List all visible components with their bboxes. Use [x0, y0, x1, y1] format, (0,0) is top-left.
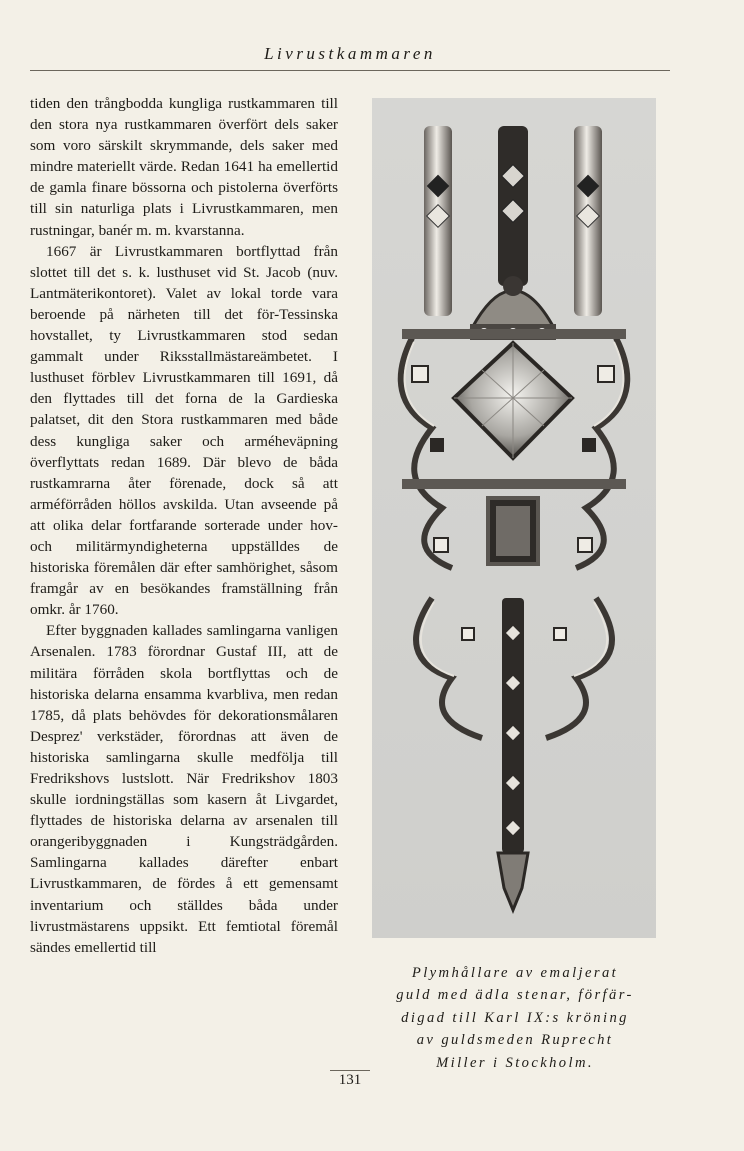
figure-caption — [364, 962, 666, 1074]
stone-face — [496, 506, 530, 556]
body-text-column — [30, 93, 338, 958]
running-title: Livrustkammaren — [264, 44, 436, 63]
caption-line: Plymhållare av emaljerat — [411, 965, 619, 981]
header-rule — [30, 70, 670, 71]
caption-line: Miller i Stockholm. — [436, 1054, 594, 1071]
caption-line: digad till Karl IX:s kröning — [401, 1009, 629, 1026]
plume-holder-photo — [372, 98, 656, 938]
page-number: 131 — [338, 1072, 362, 1088]
plume-holder-illustration — [372, 98, 656, 938]
body-paragraph-1: tiden den trångbodda kungliga rustkammaren till den stora nya rustkammaren överfört dels saker som voro särskilt skrymmande, dels saker med mindre materiellt värde. Redan 1641 ha emellertid de gamla finare bössorna och pistolerna överförts till sin naturliga plats i Livrustkammaren, men rustningar, banér m. m. kvarstanna. — [30, 95, 338, 239]
caption-line: av guldsmeden Ruprecht — [416, 1032, 614, 1049]
body-paragraph-2: 1667 är Livrustkammaren bortflyttad från slottet till det s. k. lusthuset vid St. Jacob (nuv. Lantmäterikontoret). Valet av lokal torde vara beroende på närheten till det för-Tessinska hovstallet, ty Livrustkammaren stod sedan gammalt under Riksstallmästareämbetet. I lusthuset förblev Livrustkammaren till 1691, då den flyttades till det forna de la Gardieska palatset, dit den Stora rustkammaren med både dess kungliga saker och arméheväpning överflyttats redan 1689. Där blevo de båda rustkamrarna åter förenade, dock så att arméförråden höllos avskilda. Utan avseende på att olika delar fortfarande sorterade under hov- och militärmyndigheterna uppställdes de historiska föremålen där efter samhörighet, såsom framgår av en besökandes framställning från omkr. år 1760. — [30, 242, 338, 619]
shaft — [502, 598, 524, 853]
body-paragraph-3: Efter byggnaden kallades samlingarna vanligen Arsenalen. 1783 förordnar Gustaf III, att de militära förråden skola bortflyttas och de historiska delarna ensamma kvarbliva, men redan 1785, då plats behövdes för dekorationsmålaren Desprez' verkstäder, förordnas att även de historiska samlingarna skulle medfölja till Fredrikshovs lustslott. När Fredrikshov 1803 skulle iordningställas som kasern åt Livgardet, flyttades de historiska delarna av arsenalen till orangeribyggnaden i Kungsträdgården. Samlingarna kallades därefter enbart Livrustkammaren, de fördes å ett gemensamt inventarium och ställdes båda under livrustmästarens uppsikt. Ett femtiotal föremål sändes emellertid till — [30, 622, 338, 956]
folio-rule — [330, 1070, 370, 1071]
caption-line: guld med ädla stenar, förfär- — [396, 987, 634, 1004]
